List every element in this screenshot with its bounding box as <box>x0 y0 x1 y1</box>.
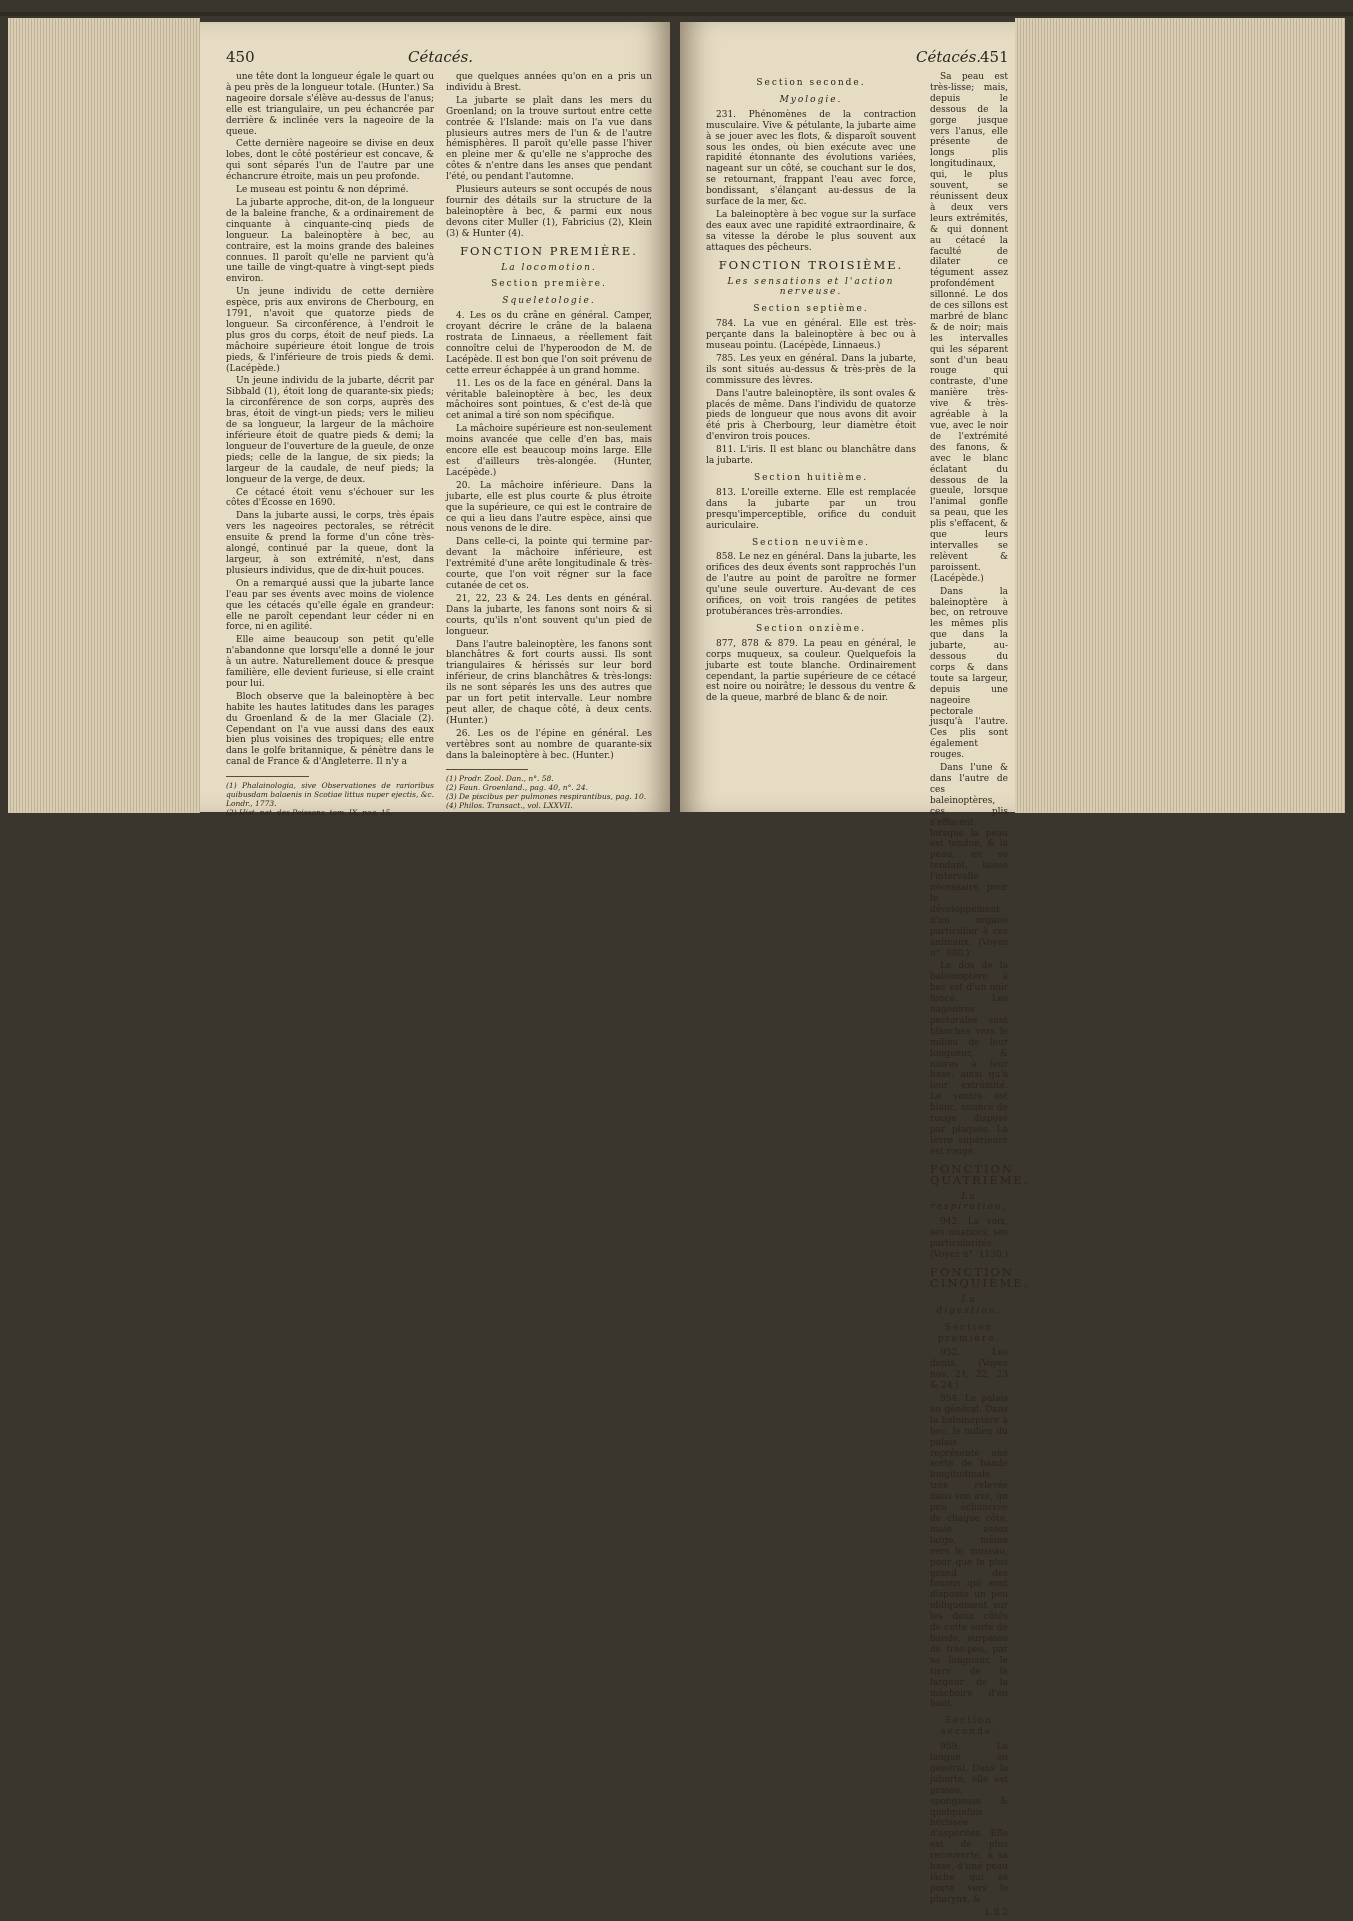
paragraph: que quelques années qu'on en a pris un individu à Brest. <box>446 72 652 93</box>
footnote: (2) Faun. Groenland., pag. 40, n°. 24. <box>446 783 589 793</box>
paragraph: Le dos de la baleinoptère à bec est d'un noir foncé. Les nageoires pectorales sont blanches vers le milieu de leur longueur, & noires à leur base, ainsi qu'à leur extrémité. Le ventre est blanc, nuancé de rouge disposé par plaques. La lèvre supérieure est rouge. <box>930 961 1008 1157</box>
section-heading: Section neuvième. <box>751 537 871 548</box>
column-2 <box>930 72 1030 1921</box>
section-subheading: La digestion. <box>936 1294 1002 1316</box>
book-frame <box>0 12 1353 16</box>
footnote: (4) Philos. Transact., vol. LXXVII. <box>446 801 573 811</box>
column-2 <box>446 72 652 810</box>
footnote-rule <box>226 776 309 777</box>
paragraph: Le museau est pointu & non déprimé. <box>236 185 409 196</box>
paragraph: une tête dont la longueur égale le quart ou à peu près de la longueur totale. (Hunter.) Sa nageoire dorsale s'élève au-dessus de l'anus; elle est triangulaire, un peu échancrée par derrière & inclinée vers la nageoire de la queue. <box>226 72 434 137</box>
section-heading: FONCTION CINQUIÈME. <box>930 1264 1030 1290</box>
footnote: (1) Prodr. Zool. Dan., n°. 58. <box>446 774 554 784</box>
left-page <box>200 22 670 818</box>
page-edges-right <box>1015 18 1345 813</box>
section-subheading: La respiration. <box>930 1191 1008 1213</box>
paragraph: Dans l'autre baleinoptère, ils sont ovales & placés de même. Dans l'individu de quatorze pieds de longueur que nous avons dit avoir été pris à Cherbourg, leur diamètre étoit d'environ trois pouces. <box>706 388 916 443</box>
right-page <box>680 22 1030 1918</box>
paragraph: On a remarqué aussi que la jubarte lance l'eau par ses évents avec moins de violence que les cétacés qu'elle égale en grandeur: elle ne paroît cependant leur céder ni en force, ni en agilité. <box>226 578 434 633</box>
section-heading: FONCTION TROISIÈME. <box>718 257 904 272</box>
section-subheading: Squeletologie. <box>502 296 596 307</box>
paragraph: Bloch observe que la baleinoptère à bec habite les hautes latitudes dans les parages du Groenland & de la mer Glaciale (2). Cependant on l'a vue aussi dans des eaux bien plus voisines des tropiques; elle entre dans le golfe britannique, & pénètre dans le canal de France & d'Angleterre. Il n'y a <box>226 691 434 768</box>
paragraph: Sa peau est très-lisse; mais, depuis le dessous de la gorge jusque vers l'anus, elle présente de longs plis longitudinaux, qui, le plus souvent, se réunissent deux à deux vers leurs extrémités, & qui donnent au cétacé la faculté de dilater ce tégument assez profondément sillonné. Le dos de ces sillons est marbré de blanc & de noir; mais les intervalles qui les séparent sont d'un beau rouge qui contraste, d'une manière très-vive & très-agréable à la vue, avec le noir de l'extrémité des fanons, & avec le blanc éclatant du dessous de la gueule, lorsque l'animal gonfle sa peau, que les plis s'effacent, & que leurs intervalles se relèvent & paroissent. (Lacépède.) <box>930 72 1008 584</box>
paragraph: 26. Les os de l'épine en général. Les vertèbres sont au nombre de quarante-six dans la baleinoptère à bec. (Hunter.) <box>446 728 652 761</box>
paragraph: Dans celle-ci, la pointe qui termine par-devant la mâchoire inférieure, est l'extrémité d'une arête longitudinale & très-courte, que l'on voit régner sur la face cutanée de cet os. <box>446 537 652 591</box>
paragraph: 942. La voix, ses nuances, ses particularités. (Voyez n°. 1130.) <box>930 1217 1008 1261</box>
paragraph: 785. Les yeux en général. Dans la jubarte, ils sont situés au-dessus & très-près de la commissure des lèvres. <box>706 353 916 386</box>
footnote-rule <box>446 769 528 770</box>
section-heading: FONCTION PREMIÈRE. <box>460 243 638 258</box>
paragraph: 231. Phénomènes de la contraction musculaire. Vive & pétulante, la jubarte aime à se jouer avec les flots, & disparoît souvent sous les ondes, où bien exécute avec une rapidité étonnante des évolutions variées, nageant sur un côté, se couchant sur le dos, se retournant, frappant l'eau avec force, bondissant, s'élançant au-dessus de la surface de la mer, &c. <box>706 109 916 208</box>
page-number: 450 <box>226 48 255 66</box>
paragraph: La jubarte se plaît dans les mers du Groenland; on la trouve surtout entre cette contrée & l'Islande: mais on l'a vue dans plusieurs autres mers de l'un & de l'autre hémisphères. Il paroît qu'elle passe l'hiver en pleine mer & qu'elle ne s'approche des côtes & n'entre dans les anses que pendant l'été, ou pendant l'automne. <box>446 95 652 183</box>
section-heading: Section seconde. <box>756 78 866 88</box>
footnote: (3) De piscibus per pulmones respirantibus, pag. 10. <box>446 792 647 802</box>
section-heading: Section première. <box>491 279 607 290</box>
paragraph: Cette dernière nageoire se divise en deux lobes, dont le côté postérieur est concave, & qui sont séparés l'un de l'autre par une échancrure étroite, mais un peu profonde. <box>226 139 434 183</box>
footnote: (2) Hist. nat. des Poissons, tom. IX, pag. 15. <box>226 808 393 818</box>
section-subheading: Myologie. <box>779 94 843 105</box>
column-1 <box>226 72 434 817</box>
paragraph: La baleinoptère à bec vogue sur la surface des eaux avec une rapidité extraordinaire, & sa vitesse la dérobe le plus souvent aux attaques des pêcheurs. <box>706 209 916 253</box>
section-heading: FONCTION QUATRIÈME. <box>930 1161 1030 1187</box>
paragraph: 11. Les os de la face en général. Dans la véritable baleinoptère à bec, les deux mâchoires sont pointues, & c'est de-là que cet animal a tiré son nom spécifique. <box>446 378 652 422</box>
running-head: Cétacés. <box>916 48 982 66</box>
paragraph: 959. La langue en général. Dans la jubarte, elle est grasse, spongieuse & quelquefois hérissée d'aspérités. Elle est de plus recouverte, à sa base, d'une peau lâche qui se porte vers le pharynx, & <box>930 1742 1008 1905</box>
section-heading: Section septième. <box>753 304 869 315</box>
paragraph: Plusieurs auteurs se sont occupés de nous fournir des détails sur la structure de la baleinoptère à bec, & parmi eux nous devons citer Muller (1), Fabricius (2), Klein (3) & Hunter (4). <box>446 185 652 239</box>
paragraph: Un jeune individu de cette dernière espèce, pris aux environs de Cherbourg, en 1791, n'avoit que quatorze pieds de longueur. Sa circonférence, à l'endroit le plus gros du corps, étoit de neuf pieds. La mâchoire supérieure étoit longue de trois pieds, & l'inférieure de trois pieds & demi. (Lacépède.) <box>226 287 434 374</box>
section-heading: Section huitième. <box>753 473 869 483</box>
paragraph: Dans la jubarte aussi, le corps, très épais vers les nageoires pectorales, se rétrécit ensuite & prend la forme d'un cône très-alongé, continué par la queue, dont la largeur, à son extrémité, n'est, dans plusieurs individus, que de dix-huit pouces. <box>226 511 434 576</box>
paragraph: 858. Le nez en général. Dans la jubarte, les orifices des deux évents sont rapprochés l'un de l'autre au point de paroître ne former qu'une seule ouverture. Au-devant de ces orifices, on voit trois rangées de petites protubérances très-arrondies. <box>706 552 916 617</box>
paragraph: La mâchoire supérieure est non-seulement moins avancée que celle d'en bas, mais encore elle est beaucoup moins large. Elle est d'ailleurs très-alongée. (Hunter, Lacépède.) <box>446 424 652 478</box>
section-subheading: La locomotion. <box>501 262 597 273</box>
running-head: Cétacés. <box>408 48 474 66</box>
paragraph: 21, 22, 23 & 24. Les dents en général. Dans la jubarte, les fanons sont noirs & si courts, qu'ils n'ont souvent qu'un pied de longueur. <box>446 593 652 637</box>
paragraph: 20. La mâchoire inférieure. Dans la jubarte, elle est plus courte & plus étroite que la supérieure, ce qui est le contraire de ce qui a lieu dans l'autre espèce, ainsi que nous venons de le dire. <box>446 480 652 535</box>
paragraph: 4. Les os du crâne en général. Camper, croyant décrire le crâne de la balaena rostrata de Linnaeus, a réellement fait connoître celui de l'hyperoodon de M. de Lacépède. Il est bon que l'on soit prévenu de cette erreur échappée à un grand homme. <box>446 311 652 376</box>
signature-mark: L ll 2 <box>984 1907 1008 1918</box>
column-1 <box>706 72 916 706</box>
paragraph: La jubarte approche, dit-on, de la longueur de la baleine franche, & a ordinairement de cinquante à cinquante-cinq pieds de longueur. La baleinoptère à bec, au contraire, est la moins grande des baleines connues. Il paroît qu'elle ne parvient qu'à une taille de vingt-quatre à vingt-sept pieds environ. <box>226 197 434 285</box>
paragraph: Ce cétacé étoit venu s'échouer sur les côtes d'Écosse en 1690. <box>226 487 434 509</box>
paragraph: 877, 878 & 879. La peau en général, le corps muqueux, sa couleur. Quelquefois la jubarte est toute blanche. Ordinairement cependant, la partie supérieure de ce cétacé est noire ou noirâtre; le dessous du ventre & de la queue, marbré de blanc & de noir. <box>706 638 916 704</box>
paragraph: 784. La vue en général. Elle est très-perçante dans la baleinoptère à bec ou à museau pointu. (Lacépède, Linnaeus.) <box>706 319 916 352</box>
section-heading: Section onzième. <box>756 623 866 634</box>
section-subheading: Les sensations et l'action nerveuse. <box>727 276 895 298</box>
paragraph: 813. L'oreille externe. Elle est remplacée dans la jubarte par un trou presqu'imperceptible, orifice du conduit auriculaire. <box>706 487 916 531</box>
paragraph: Dans la baleinoptère à bec, on retrouve les mêmes plis que dans la jubarte, au-dessous du corps & dans toute sa largeur, depuis une nageoire pectorale jusqu'à l'autre. Ces plis sont également rouges. <box>930 586 1008 761</box>
paragraph: Dans l'autre baleinoptère, les fanons sont blanchâtres & fort courts aussi. Ils sont triangulaires & hérissés sur leur bord inférieur, de crins blanchâtres & très-longs: ils ne sont séparés les uns des autres que par un fort petit intervalle. Leur nombre peut aller, de chaque côté, à deux cents. (Hunter.) <box>446 639 652 726</box>
section-heading: Section première. <box>937 1322 1001 1344</box>
paragraph: Dans l'une & dans l'autre de ces baleinoptères, ces plis s'effacent lorsque la peau est tendue, & la peau, en se tendant, laisse l'intervalle nécessaire pour le développement d'un organe particulier à ces animaux. (Voyez n°. 980.) <box>930 763 1008 959</box>
paragraph: Elle aime beaucoup son petit qu'elle n'abandonne que lorsqu'elle a donné le jour à un autre. Naturellement douce & presque familière, elle devient furieuse, si elle craint pour lui. <box>226 635 434 689</box>
section-heading: Section seconde. <box>940 1716 998 1738</box>
paragraph: 811. L'iris. Il est blanc ou blanchâtre dans la jubarte. <box>706 445 916 467</box>
paragraph: 954. Le palais en général. Dans la baleinoptère à bec, le milieu du palais représente une sorte de bande longitudinale très relevée dans son axe, un peu échancrée de chaque côté, mais assez large, même vers le museau, pour que le plus grand des fanons qui sont disposés un peu obliquement sur les deux côtés de cette sorte de bande, surpasse de très-peu, par sa longueur, le tiers de la largeur de la mâchoire d'en haut. <box>930 1394 1008 1710</box>
page-edges-left <box>8 18 200 813</box>
paragraph: 952. Les dents. (Voyez nos. 21, 22, 23 & 24.) <box>930 1348 1008 1392</box>
paragraph: Un jeune individu de la jubarte, décrit par Sibbald (1), étoit long de quarante-six pieds; la circonférence de son corps, auprès des bras, étoit de vingt-un pieds; vers le milieu de sa longueur, la largeur de la mâchoire inférieure étoit de quatre pieds & demi; la longueur de l'ouverture de la gueule, de onze pieds; celle de la langue, de six pieds; la largeur de la caudale, de neuf pieds; la longueur de la verge, de deux. <box>226 376 434 485</box>
footnote: (1) Phalainologia, sive Observationes de rarioribus quibusdam balaenis in Scotiae littus nuper ejectis, &c. Londr., 1773. <box>226 781 434 809</box>
page-number: 451 <box>980 48 1009 66</box>
